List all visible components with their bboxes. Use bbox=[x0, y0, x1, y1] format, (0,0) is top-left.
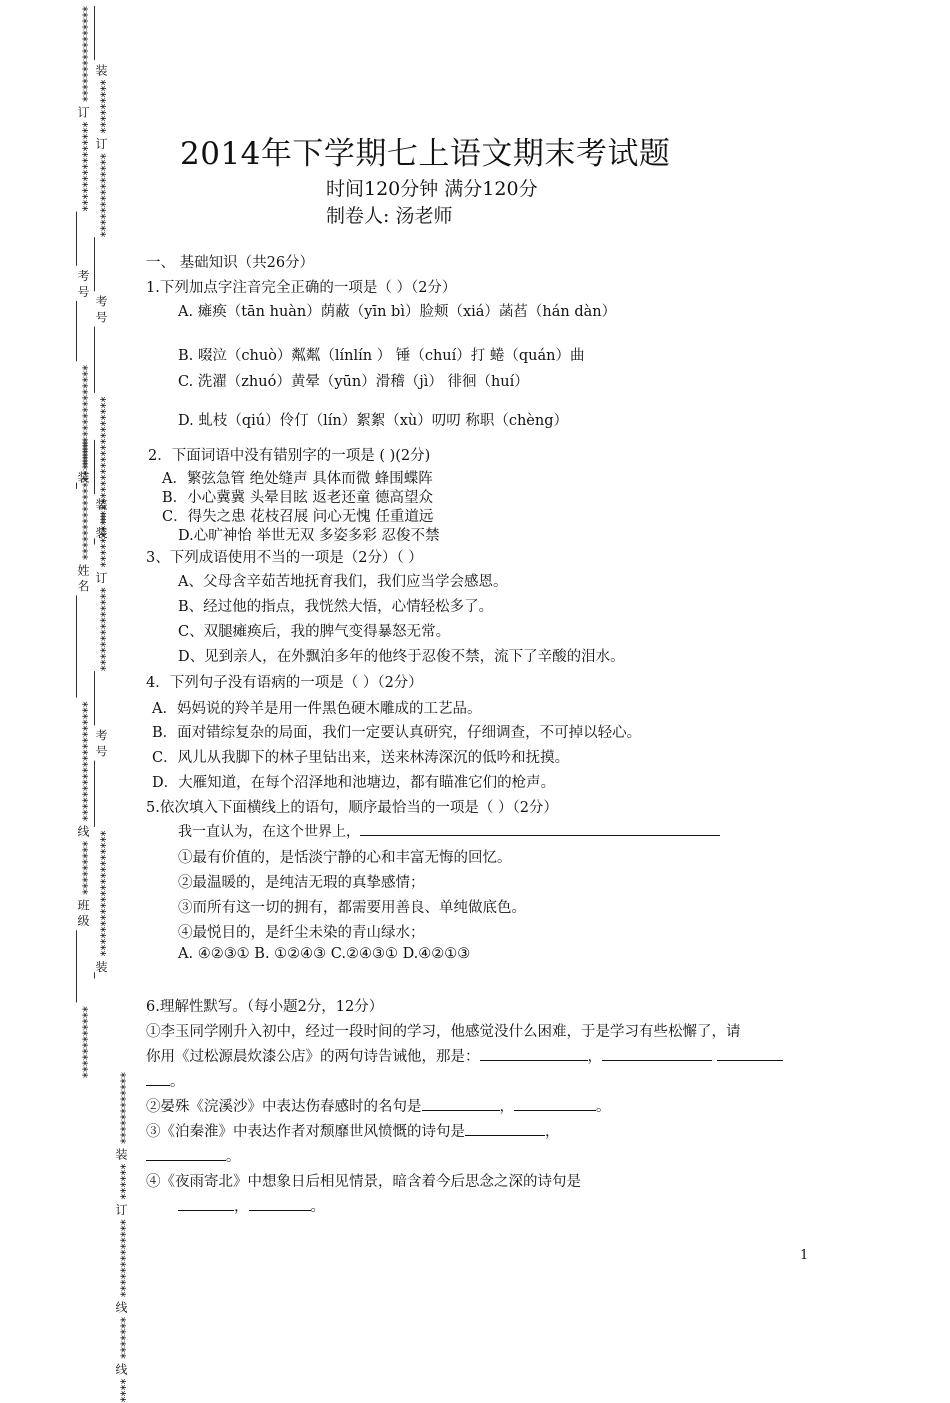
q2-option-a: A．繁弦急管 绝处缝声 具体而微 蜂围蝶阵 bbox=[162, 471, 433, 487]
q6-item4-answers bbox=[178, 1195, 325, 1216]
q6-stem: 6.理解性默写。（每小题2分，12分） bbox=[146, 999, 384, 1015]
q5-lead-text: 我一直认为，在这个世界上， bbox=[178, 824, 360, 840]
q2-option-d: D.心旷神怡 举世无双 多姿多彩 忍俊不禁 bbox=[178, 528, 440, 544]
q6-item1-prompt: 你用《过松源晨炊漆公店》的两句诗告诫他，那是： bbox=[146, 1049, 480, 1065]
q6-item2-comma: ， bbox=[499, 1099, 514, 1115]
q6-item3 bbox=[146, 1120, 560, 1141]
binding-strip-upper-right: _________ 装 ********* 订 **************_________ 考 号 ___________ ********************* 装_ bbox=[94, 6, 108, 545]
q6-item1-period: 。 bbox=[170, 1074, 185, 1090]
q6-item3-prompt: ③《泊秦淮》中表达作者对颓靡世风愤慨的诗句是 bbox=[146, 1124, 465, 1140]
q5-stem: 5.依次填入下面横线上的语句，顺序最恰当的一项是（ ）（2分） bbox=[146, 800, 558, 816]
q1-option-b: B. 啜泣（chuò）粼粼（línlín ） 锤（chuí）打 蜷（quán）曲 bbox=[178, 348, 585, 364]
q3-option-d: D、见到亲人，在外飘泊多年的他终于忍俊不禁，流下了辛酸的泪水。 bbox=[178, 649, 625, 665]
q3-option-c: C、双腿瘫痪后，我的脾气变得暴怒无常。 bbox=[178, 624, 451, 640]
q4-option-c: C．风儿从我脚下的林子里钻出来，送来林涛深沉的低吟和抚摸。 bbox=[152, 750, 570, 766]
q3-stem: 3、下列成语使用不当的一项是（2分）（ ） bbox=[146, 550, 423, 566]
q2-stem: 2．下面词语中没有错别字的一项是 ( )(2分) bbox=[148, 448, 431, 464]
q1-option-d: D. 虬枝（qiú）伶仃（lín）絮絮（xù）叨叨 称职（chèng） bbox=[178, 413, 568, 429]
q5-answer-blank[interactable] bbox=[360, 821, 720, 836]
binding-strip-tail: ************ 装 ****** 订 ************* 线 ******* 线 **** bbox=[114, 1072, 128, 1403]
q6-item1-blank-b[interactable] bbox=[602, 1046, 712, 1061]
q6-item4: ④《夜雨寄北》中想象日后相见情景，暗含着今后思念之深的诗句是 bbox=[146, 1174, 581, 1190]
q1-option-c: C. 洗濯（zhuó）黄晕（yūn）滑稽（jì） 徘徊（huí） bbox=[178, 374, 529, 390]
q5-sentence-1: ①最有价值的，是恬淡宁静的心和丰富无悔的回忆。 bbox=[178, 850, 512, 866]
q3-option-b: B、经过他的指点，我恍然大悟，心情轻松多了。 bbox=[178, 599, 494, 615]
binding-strip-lower-right: _________ 装 ********* 订 **************_________ 考 号 ___________ ********************* 装_ bbox=[94, 440, 108, 979]
q6-item4-blank-a[interactable] bbox=[178, 1196, 234, 1211]
q6-item2 bbox=[146, 1095, 611, 1116]
q6-item1-comma: ， bbox=[587, 1049, 602, 1065]
q3-option-a: A、父母含辛茹苦地抚育我们，我们应当学会感恩。 bbox=[178, 574, 508, 590]
q6-item2-period: 。 bbox=[596, 1099, 611, 1115]
q5-lead-line bbox=[178, 821, 720, 841]
q6-item2-blank-b[interactable] bbox=[514, 1096, 596, 1111]
q5-sentence-4: ④最悦目的，是纤尘未染的青山绿水； bbox=[178, 925, 425, 941]
q6-item3-blank-b[interactable] bbox=[146, 1146, 226, 1161]
author-info: 制卷人: 汤老师 bbox=[326, 205, 453, 227]
q6-item4-period: 。 bbox=[310, 1199, 325, 1215]
q6-item1-line1: ①李玉同学刚升入初中，经过一段时间的学习，他感觉没什么困难，于是学习有些松懈了，请 bbox=[146, 1024, 741, 1040]
page-title: 2014年下学期七上语文期末考试题 bbox=[180, 136, 671, 172]
q4-option-b: B．面对错综复杂的局面，我们一定要认真研究，仔细调查，不可掉以轻心。 bbox=[152, 725, 642, 741]
q5-options: A. ④②③① B. ①②④③ C.②④③① D.④②①③ bbox=[178, 946, 471, 962]
binding-strip-upper-left: **************** 订 ***************_________ 考 号 __________ ***************** 装_ bbox=[76, 6, 90, 489]
q5-sentence-2: ②最温暖的，是纯洁无瑕的真挚感情； bbox=[178, 875, 425, 891]
q6-item1-blank-d[interactable] bbox=[146, 1071, 170, 1086]
q6-item4-blank-b[interactable] bbox=[249, 1196, 311, 1211]
q1-option-a: A. 瘫痪（tān huàn）荫蔽（yīn bì）脸颊（xiá）菡萏（hán dàn） bbox=[178, 304, 617, 320]
q6-item4-comma: ， bbox=[234, 1199, 249, 1215]
q4-option-d: D．大雁知道，在每个沼泽地和池塘边，都有瞄准它们的枪声。 bbox=[152, 775, 556, 791]
q5-sentence-3: ③而所有这一切的拥有，都需要用善良、单纯做底色。 bbox=[178, 900, 526, 916]
q6-item1-line3 bbox=[146, 1070, 185, 1091]
q6-item3-cont bbox=[146, 1145, 241, 1166]
binding-strip-lower-left: ******************** 姓 名 _________________ ******************** 线 ********* 班 级 ____________ ************ bbox=[76, 440, 90, 1079]
q6-item3-comma: ， bbox=[545, 1124, 560, 1140]
q6-item2-prompt: ②晏殊《浣溪沙》中表达伤春感时的名句是 bbox=[146, 1099, 422, 1115]
q4-stem: 4．下列句子没有语病的一项是（ ）（2分） bbox=[146, 675, 423, 691]
q6-item3-blank-a[interactable] bbox=[465, 1121, 545, 1136]
q4-option-a: A．妈妈说的羚羊是用一件黑色硬木雕成的工艺品。 bbox=[152, 701, 482, 717]
q6-item1-blank-a[interactable] bbox=[480, 1046, 588, 1061]
section-heading: 一、 基础知识（共26分） bbox=[146, 255, 315, 271]
q1-stem: 1.下列加点字注音完全正确的一项是（ ）（2分） bbox=[146, 280, 457, 296]
page-number: 1 bbox=[800, 1248, 809, 1263]
q2-option-c: C．得失之患 花枝召展 问心无愧 任重道远 bbox=[162, 509, 434, 525]
q6-item3-period: 。 bbox=[226, 1149, 241, 1165]
q6-item1-blank-c[interactable] bbox=[717, 1046, 783, 1061]
q2-option-b: B．小心冀冀 头晕目眩 返老还童 德高望众 bbox=[162, 490, 433, 506]
q6-item1-line2 bbox=[146, 1045, 783, 1066]
time-info: 时间120分钟 满分120分 bbox=[326, 178, 538, 200]
q6-item2-blank-a[interactable] bbox=[422, 1096, 500, 1111]
